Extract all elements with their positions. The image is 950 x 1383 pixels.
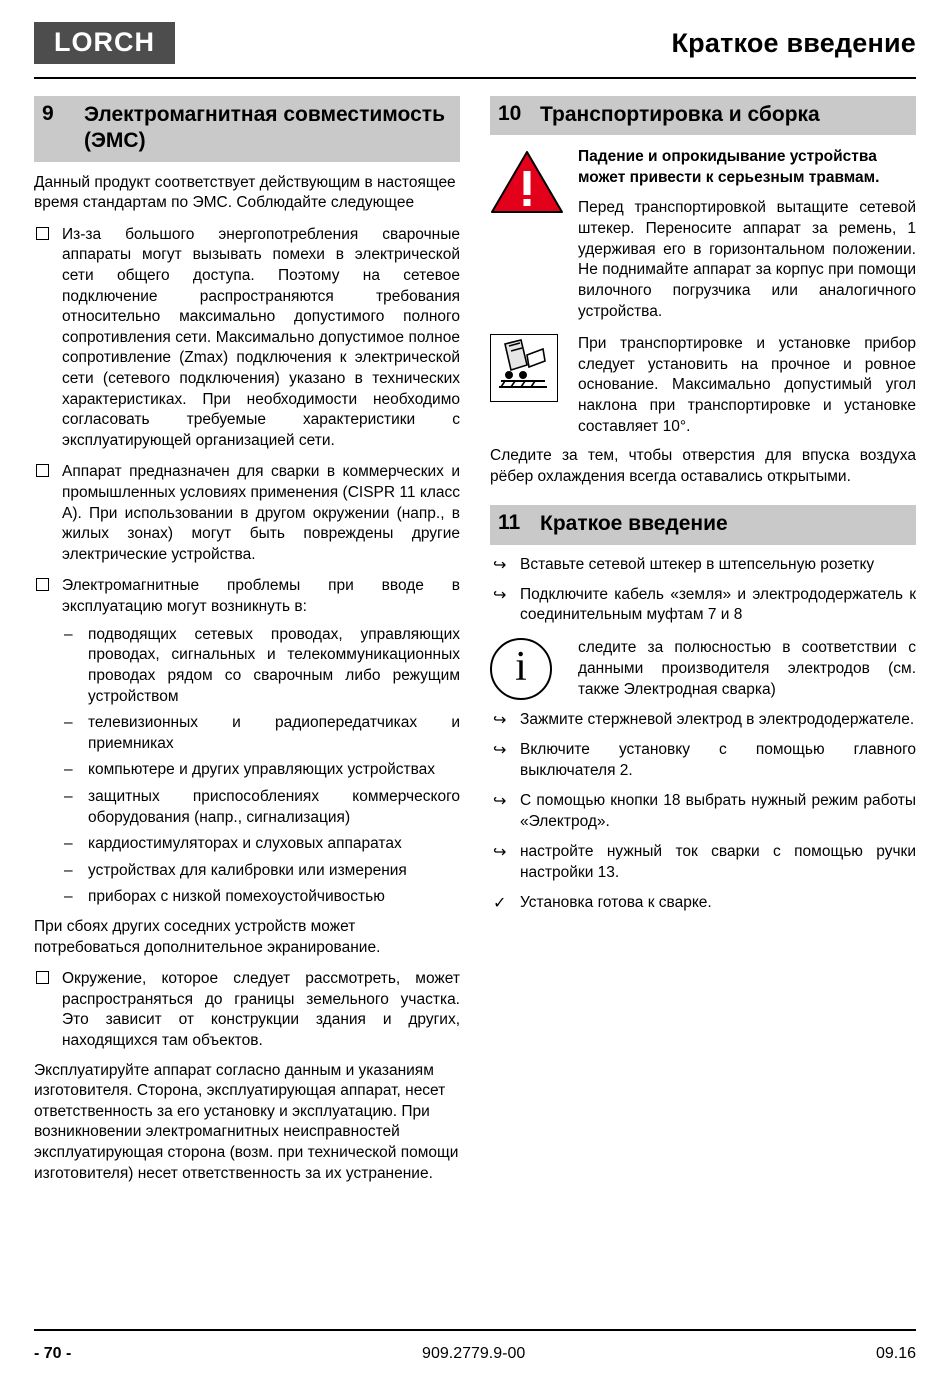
right-column — [490, 96, 916, 1184]
list-item — [490, 893, 916, 914]
list-item — [490, 740, 916, 782]
list-item — [62, 887, 460, 908]
section-number: 9 — [42, 102, 54, 125]
dash-icon: – — [64, 625, 73, 643]
list-item-text: Подключите кабель «земля» и электрододержатель к соединительным муфтам 7 и 8 — [520, 585, 916, 624]
warning-block — [490, 147, 916, 322]
section-number: 11 — [498, 511, 521, 535]
quickstart-steps-1 — [490, 555, 916, 627]
list-item-text: Электромагнитные проблемы при вводе в эксплуатацию могут возникнуть в: — [62, 577, 460, 616]
list-item-text: Окружение, которое следует рассмотреть, может распространяться до границы земельного участка. Это зависит от конструкции здания и других, находящихся там объектов. — [62, 970, 460, 1050]
list-item-text: подводящих сетевых проводах, управляющих проводах, сигнальных и телекоммуникационных проводах рядом со сварочным либо режущим устройством — [88, 625, 460, 705]
list-item — [490, 791, 916, 833]
two-column-layout — [34, 96, 916, 1184]
list-item-text: Вставьте сетевой штекер в штепсельную розетку — [520, 555, 875, 573]
section-title: Электромагнитная совместимость (ЭМС) — [84, 103, 445, 153]
info-note-text-wrap — [578, 638, 916, 700]
list-item — [62, 861, 460, 882]
list-item-text: устройствах для калибровки или измерения — [88, 861, 407, 879]
list-item — [34, 969, 460, 1051]
section-title: Транспортировка и сборка — [540, 103, 820, 126]
list-item — [62, 760, 460, 781]
page-footer — [34, 1345, 916, 1363]
info-circle-glyph: i — [490, 638, 552, 700]
info-icon — [490, 638, 564, 700]
list-item-text: кардиостимуляторах и слуховых аппаратах — [88, 835, 402, 853]
dash-icon: – — [64, 787, 73, 805]
section9-sub-list — [62, 625, 460, 908]
transport-note-text-wrap — [578, 334, 916, 437]
document-number: 909.2779.9-00 — [422, 1345, 526, 1362]
brand-logo: LORCH — [34, 22, 175, 64]
list-item — [490, 555, 916, 576]
arrow-icon: ↪ — [493, 586, 507, 604]
section9-intro: Данный продукт соответствует действующим в настоящее время стандартам по ЭМС. Соблюдайте следующее — [34, 173, 456, 212]
warning-bold-text: Падение и опрокидывание устройства может привести к серьезным травмам. — [578, 148, 880, 186]
arrow-icon: ↪ — [493, 844, 507, 862]
arrow-icon: ↪ — [493, 556, 507, 574]
arrow-icon: ↪ — [493, 712, 507, 730]
transport-note-block — [490, 334, 916, 437]
section9-closing-text: Эксплуатируйте аппарат согласно данным и указаниям изготовителя. Сторона, эксплуатирующая аппарат, несет ответственность за его установку и эксплуатацию. При возникновении электромагнитных неисправностей эксплуатирующая сторона (возм. при технической помощи изготовителя) несет ответственность за их устранение. — [34, 1061, 459, 1182]
tilt-angle-pictogram-icon — [490, 334, 564, 437]
list-item-text: приборах с низкой помехоустойчивостью — [88, 888, 385, 906]
section9-bullet-list-2 — [34, 969, 460, 1051]
dash-icon: – — [64, 888, 73, 906]
footer-divider — [34, 1329, 916, 1331]
section-number: 10 — [498, 102, 522, 125]
arrow-icon: ↪ — [493, 793, 507, 811]
list-item — [62, 834, 460, 855]
section-heading-10 — [490, 96, 916, 135]
checkbox-square-icon — [36, 578, 49, 591]
transport-note-text: При транспортировке и установке прибор следует установить на прочное и ровное основание. Максимально допустимый угол наклона при транспортировке и установке составляет 10°. — [578, 335, 916, 435]
dash-icon: – — [64, 835, 73, 853]
dash-icon: – — [64, 861, 73, 879]
list-item — [34, 462, 460, 565]
arrow-icon: ↪ — [493, 742, 507, 760]
section9-bullet-list — [34, 225, 460, 908]
info-note-block — [490, 638, 916, 700]
list-item-text: Зажмите стержневой электрод в электрододержателе. — [520, 711, 915, 729]
list-item — [490, 842, 916, 884]
warning-triangle-icon — [490, 147, 564, 322]
list-item-text: компьютере и других управляющих устройствах — [88, 761, 436, 779]
checkbox-square-icon — [36, 971, 49, 984]
check-icon: ✓ — [493, 894, 507, 912]
section-heading-11 — [490, 505, 916, 544]
section-title: Краткое введение — [540, 512, 728, 536]
header-divider — [34, 77, 916, 79]
list-item-text: настройте нужный ток сварки с помощью ручки настройки 13. — [520, 843, 916, 881]
document-date: 09.16 — [875, 1345, 916, 1362]
page-title: Краткое введение — [671, 27, 916, 58]
list-item-text: Установка готова к сварке. — [520, 893, 712, 911]
list-item-text: Включите установку с помощью главного выключателя 2. — [520, 741, 916, 780]
list-item-text: защитных приспособлениях коммерческого оборудования (напр., сигнализация) — [88, 787, 460, 826]
page-number: - 70 - — [34, 1345, 72, 1362]
list-item — [490, 710, 916, 731]
list-item — [34, 576, 460, 908]
section9-after-sub-text: При сбоях других соседних устройств может потребоваться дополнительное экранирование. — [34, 918, 381, 956]
list-item — [490, 585, 916, 627]
list-item — [34, 225, 460, 452]
list-item-text: Аппарат предназначен для сварки в коммерческих и промышленных условиях применения (CISPR 11 класс A). При использовании в другом окружении (напр., в жилых зонах) могут быть повреждены другие электрические устройства. — [62, 463, 460, 563]
list-item — [62, 713, 460, 754]
left-column — [34, 96, 460, 1184]
checkbox-square-icon — [36, 464, 49, 477]
list-item-text: С помощью кнопки 18 выбрать нужный режим работы «Электрод». — [520, 792, 916, 831]
warning-body-text: Перед транспортировкой вытащите сетевой штекер. Переносите аппарат за ремень, 1 удерживая его в горизонтальном положении. Не поднимайте аппарат за корпус при помощи вилочного погрузчика или аналогичного устройства. — [578, 199, 916, 320]
list-item-text: Из-за большого энергопотребления сварочные аппараты могут вызывать помехи в электрической сети общего доступа. Поэтому на сетевое подключение распространяются требования относительно максимально допустимого полного сопротивления сети. Максимально допустимое полное сопротивление (Zmax) подключения к электрической сети (сетевого подключения) указано в технических характеристиках. При необходимости необходимо согласовать требуемые характеристики с эксплуатирующей организацией сети. — [62, 225, 460, 449]
quickstart-steps-2 — [490, 710, 916, 913]
section10-after-note-text: Следите за тем, чтобы отверстия для впуска воздуха рёбер охлаждения всегда оставались открытыми. — [490, 447, 916, 485]
page-header — [34, 0, 916, 64]
dash-icon: – — [64, 761, 73, 779]
dash-icon: – — [64, 714, 73, 732]
info-note-text: следите за полюсностью в соответствии с данными производителя электродов (см. также Электродная сварка) — [578, 639, 916, 698]
warning-text-wrap — [578, 147, 916, 322]
checkbox-square-icon — [36, 227, 49, 240]
list-item — [62, 787, 460, 828]
list-item — [62, 625, 460, 707]
list-item-text: телевизионных и радиопередатчиках и приемниках — [88, 714, 460, 752]
section-heading-9 — [34, 96, 460, 162]
